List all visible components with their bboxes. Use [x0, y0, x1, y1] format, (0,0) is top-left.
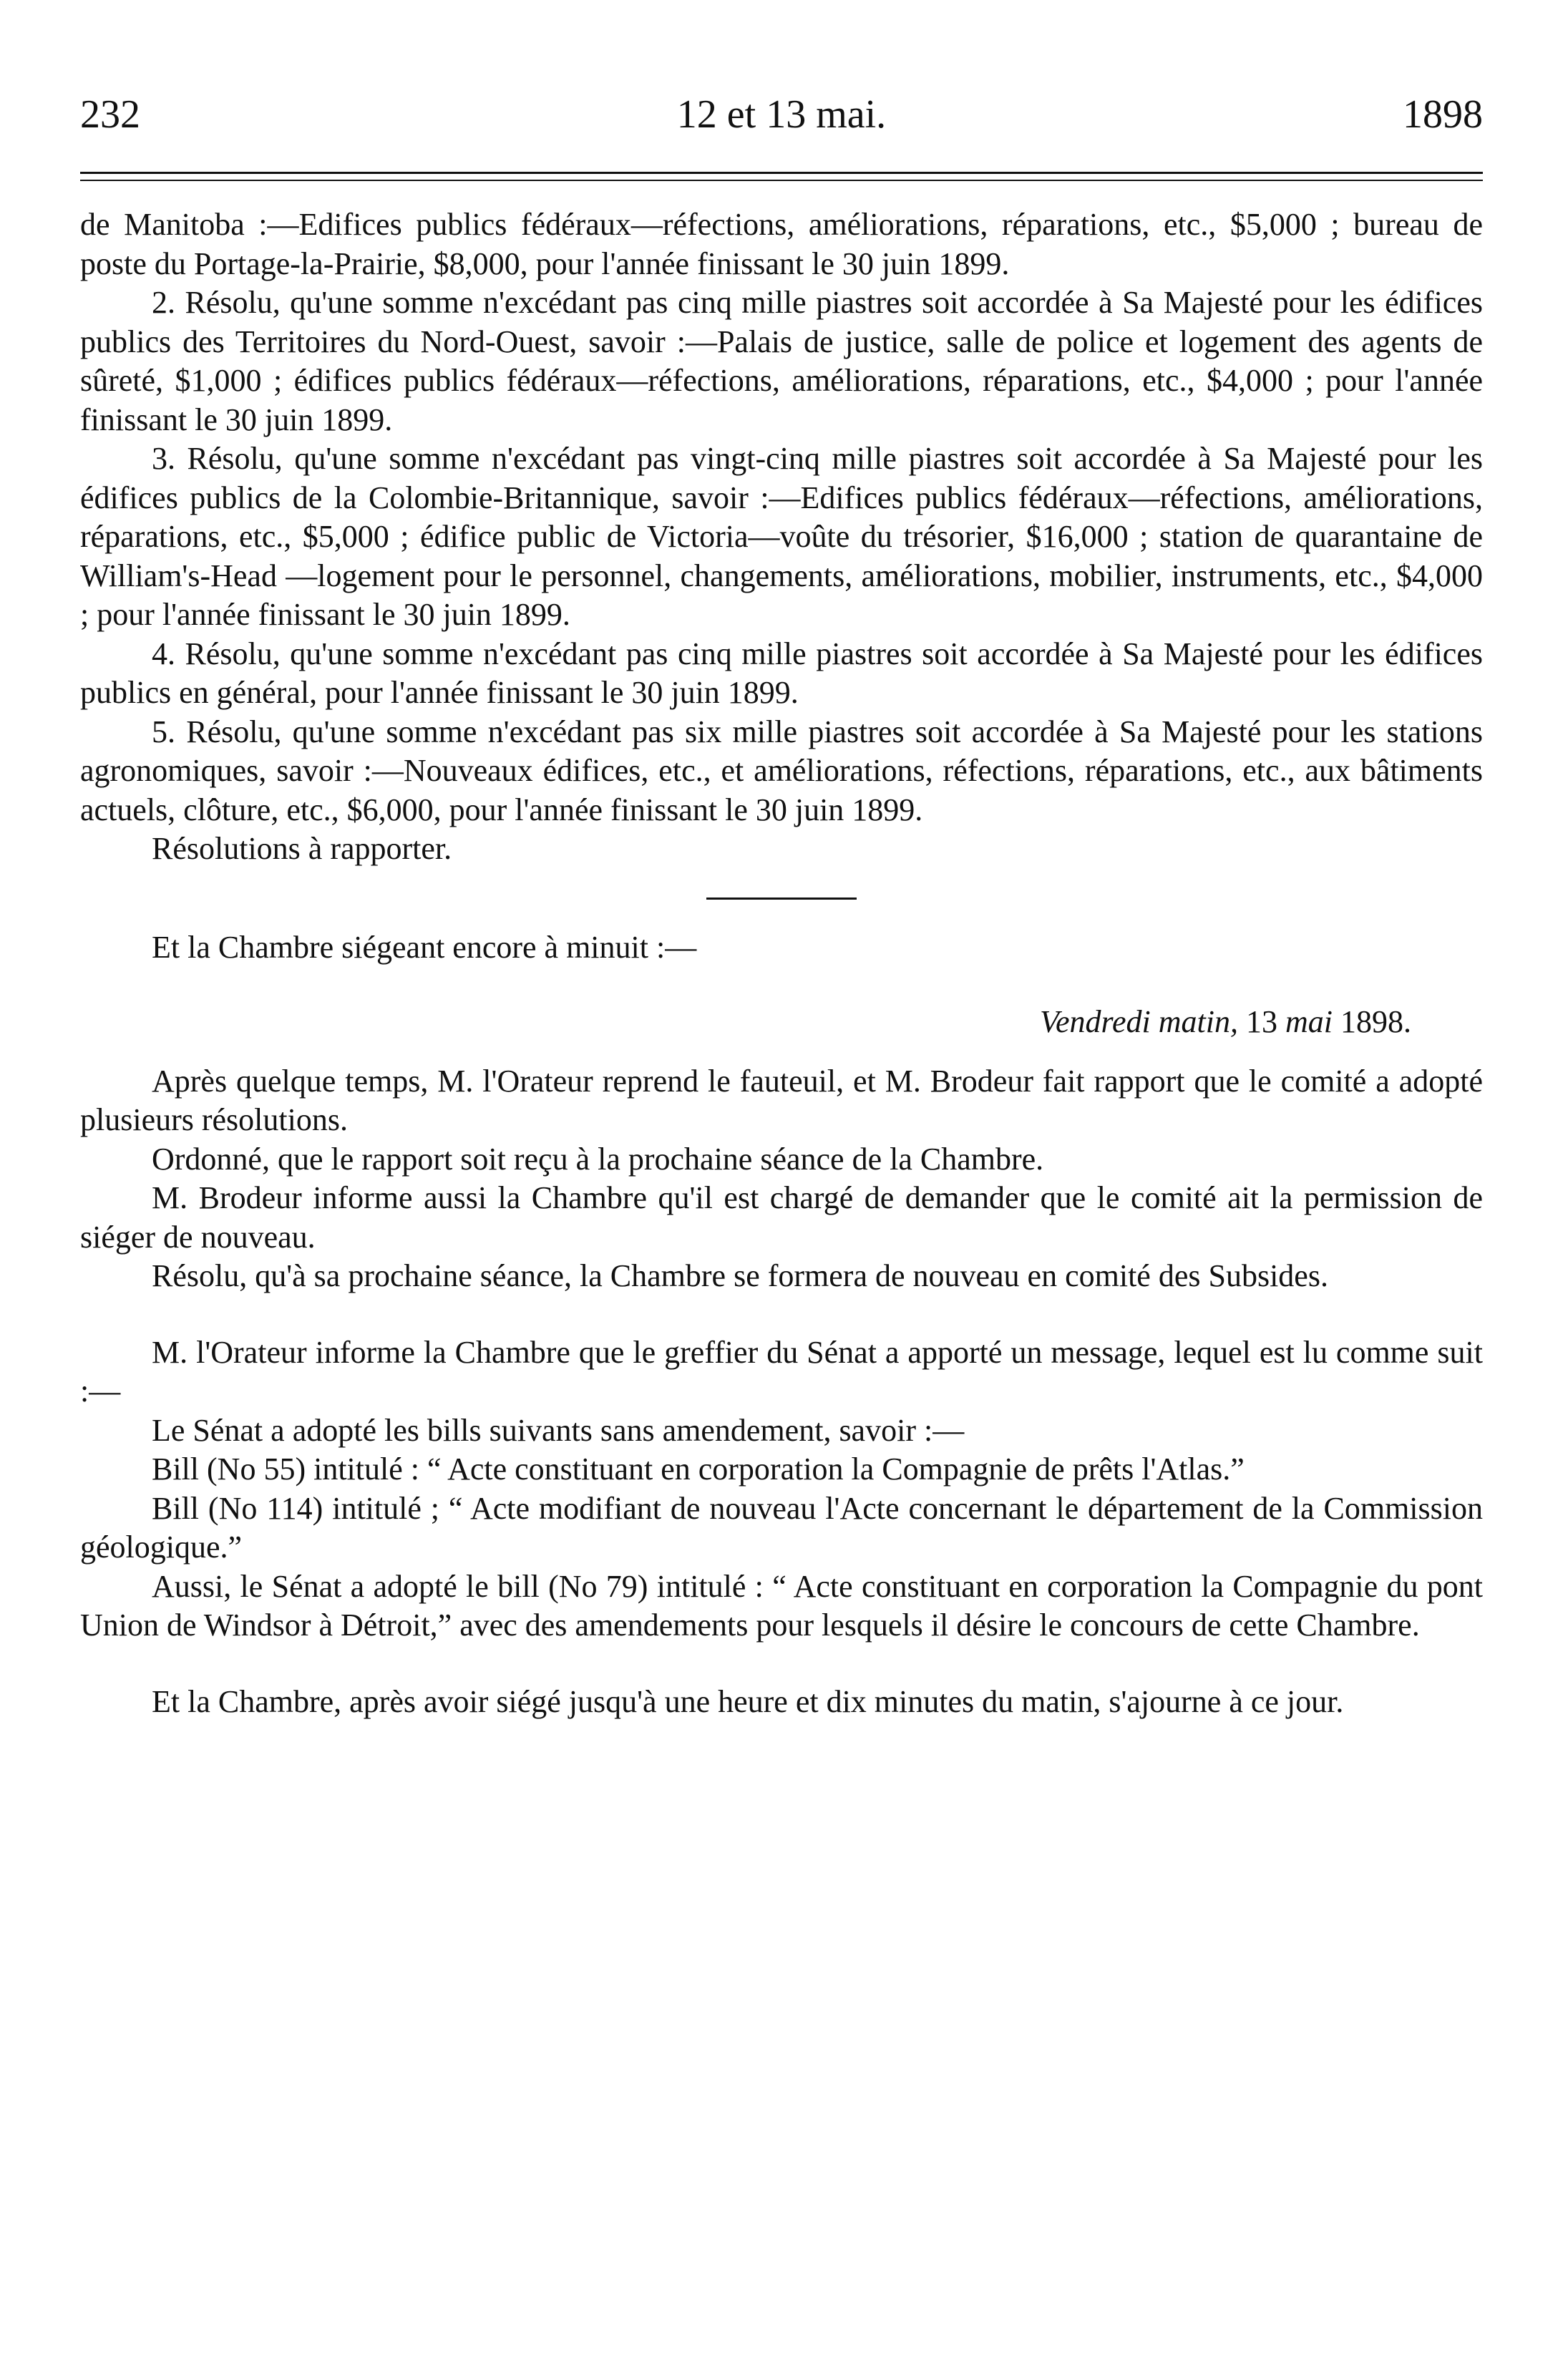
dateline-year: 1898.: [1333, 1004, 1411, 1039]
paragraph-gap: [80, 1296, 1483, 1333]
paragraph-brodeur-informs: M. Brodeur informe aussi la Chambre qu'il est chargé de demander que le comité ait la permission de siéger de nouveau.: [80, 1180, 1483, 1255]
section-separator-rule: [706, 898, 857, 900]
document-page: [80, 86, 1483, 1721]
paragraph-resolutions-to-report: Résolutions à rapporter.: [152, 831, 452, 866]
paragraph-bill-79: Aussi, le Sénat a adopté le bill (No 79) intitulé : “ Acte constituant en corporation la Compagnie du pont Union de Windsor à Détroit,” avec des amendements pour lesquels il désire le concours de cette Chambre.: [80, 1568, 1483, 1643]
body-text: [80, 205, 1483, 1721]
paragraph-senate-adopted: Le Sénat a adopté les bills suivants sans amendement, savoir :—: [152, 1412, 965, 1448]
header-year: 1898: [1403, 92, 1483, 137]
paragraph-adjournment: Et la Chambre, après avoir siégé jusqu'à une heure et dix minutes du matin, s'ajourne à ce jour.: [152, 1683, 1344, 1719]
paragraph-resolution-5: 5. Résolu, qu'une somme n'excédant pas six mille piastres soit accordée à Sa Majesté pour les stations agronomiques, savoir :—Nouveaux édifices, etc., et améliorations, réfections, réparations, etc., aux bâtiments actuels, clôture, etc., $6,000, pour l'année finissant le 30 juin 1899.: [80, 714, 1483, 827]
dateline-month: mai: [1285, 1004, 1333, 1039]
running-header: [80, 86, 1483, 143]
dateline: [80, 1003, 1483, 1042]
page-number: 232: [80, 92, 140, 137]
paragraph-midnight: Et la Chambre siégeant encore à minuit :—: [152, 929, 697, 965]
paragraph-gap: [80, 1645, 1483, 1683]
header-date: 12 et 13 mai.: [676, 92, 887, 137]
paragraph-bill-114: Bill (No 114) intitulé ; “ Acte modifiant de nouveau l'Acte concernant le département de la Commission géologique.”: [80, 1490, 1483, 1565]
paragraph-ordered: Ordonné, que le rapport soit reçu à la prochaine séance de la Chambre.: [152, 1141, 1044, 1177]
paragraph-resolution-2: 2. Résolu, qu'une somme n'excédant pas cinq mille piastres soit accordée à Sa Majesté pour les édifices publics des Territoires du Nord-Ouest, savoir :—Palais de justice, salle de police et logement des agents de sûreté, $1,000 ; édifices publics fédéraux—réfections, améliorations, réparations, etc., $4,000 ; pour l'année finissant le 30 juin 1899.: [80, 285, 1483, 437]
paragraph-manitoba: de Manitoba :—Edifices publics fédéraux—réfections, améliorations, réparations, etc., $5,000 ; bureau de poste du Portage-la-Prairie, $8,000, pour l'année finissant le 30 juin 1899.: [80, 207, 1483, 281]
paragraph-senate-message: M. l'Orateur informe la Chambre que le greffier du Sénat a apporté un message, lequel est lu comme suit :—: [80, 1334, 1483, 1409]
paragraph-speaker-resumes: Après quelque temps, M. l'Orateur reprend le fauteuil, et M. Brodeur fait rapport que le comité a adopté plusieurs résolutions.: [80, 1063, 1483, 1137]
paragraph-resolved-next-sitting: Résolu, qu'à sa prochaine séance, la Chambre se formera de nouveau en comité des Subsides.: [152, 1258, 1328, 1293]
header-double-rule: [80, 172, 1483, 181]
paragraph-resolution-3: 3. Résolu, qu'une somme n'excédant pas vingt-cinq mille piastres soit accordée à Sa Majesté pour les édifices publics de la Colombie-Britannique, savoir :—Edifices publics fédéraux—réfections, améliorations, réparations, etc., $5,000 ; édifice public de Victoria—voûte du trésorier, $16,000 ; station de quarantaine de William's-Head —logement pour le personnel, changements, améliorations, mobilier, instruments, etc., $4,000 ; pour l'année finissant le 30 juin 1899.: [80, 441, 1483, 632]
paragraph-resolution-4: 4. Résolu, qu'une somme n'excédant pas cinq mille piastres soit accordée à Sa Majesté pour les édifices publics en général, pour l'année finissant le 30 juin 1899.: [80, 636, 1483, 710]
dateline-day: Vendredi matin,: [1040, 1004, 1238, 1039]
dateline-number: 13: [1238, 1004, 1285, 1039]
paragraph-bill-55: Bill (No 55) intitulé : “ Acte constituant en corporation la Compagnie de prêts l'Atlas.”: [152, 1451, 1245, 1487]
